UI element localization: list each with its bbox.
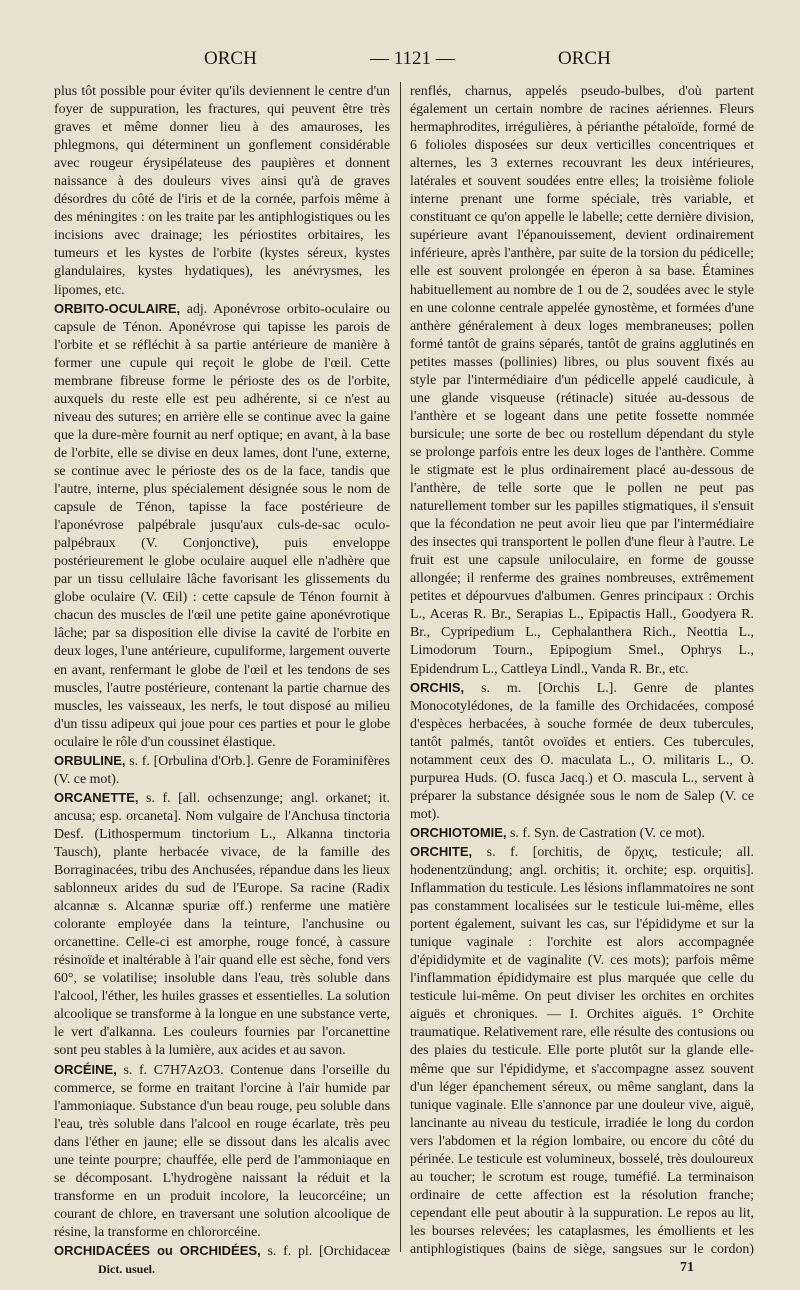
- entry-text: s. m. [Orchis L.]. Genre de plantes Monocotylédones, de la famille des Orchidacées, composé d'espèces herbacées, à souche formée de deux tubercules, tantôt palmés, tantôt ovoïdes et entiers. Ces tubercules, notamment ceux des O. maculata L., O. militaris L., O. purpurea Huds. (O. fusca Jacq.) et O. mascula L., servent à préparer la substance désignée sous le nom de Salep (V. ce mot).: [410, 680, 754, 822]
- right-column: [410, 82, 754, 1258]
- entry-headword: ORCHIOTOMIE,: [410, 824, 507, 840]
- entry-text: s. f. C7H7AzO3. Contenue dans l'orseille du commerce, se forme en traitant l'orcine à l'air humide par l'ammoniaque. Substance d'un beau rouge, peu soluble dans l'eau, très soluble dans l'alcool en rouge écarlate, très peu dans l'éther en jaune; elle se dissout dans les alcalis avec une teinte pourpre; chauffée, elle perd de l'ammoniaque en se décomposant. L'hydrogène naissant la réduit et la transforme en un produit incolore, la leucorcéine; un courant de chlore, en traversant une solution alcoolique de résine, la transforme en chlororcéine.: [54, 1062, 390, 1240]
- footer-sheet-number: 71: [680, 1260, 694, 1275]
- entry-text: adj. Aponévrose orbito-oculaire ou capsule de Ténon. Aponévrose qui tapisse les parois de l'orbite et se réfléchit à sa partie antérieure de manière à former une cupule qui reçoit le globe de l'œil. Cette membrane fibreuse forme le périoste des os de l'orbite, auxquels du reste elle est peu adhérente, si ce n'est au niveau des sutures; en arrière elle se continue avec la gaine que la dure-mère fournit au nerf optique; en avant, à la base de l'orbite, elle se divise en deux lames, dont l'une, externe, se continue avec le périoste des os de la face, tandis que l'autre, interne, plus spécialement désignée sous le nom de capsule de Ténon, tapisse la face postérieure de l'aponévrose palpébrale jusqu'aux culs-de-sac oculo-palpébraux (V. Conjonctive), puis enveloppe postérieurement le globe oculaire auquel elle n'adhère que par un tissu cellulaire lâche favorisant les glissements du globe oculaire (V. Œil) : cette capsule de Ténon fournit à chacun des muscles de l'œil une petite gaine aponévrotique lâche; par sa disposition elle divise la cavité de l'orbite en deux loges, l'une antérieure, cupuliforme, largement ouverte en avant, renfermant le globe de l'œil et les tendons de ses muscles, l'autre postérieure, contenant la partie charnue des muscles, les vaisseaux, les nerfs, le tout disposé au milieu d'un tissu adipeux qui joue pour ces parties et pour le globe oculaire le rôle d'un coussinet élastique.: [54, 301, 390, 750]
- entry-headword: ORBULINE,: [54, 752, 126, 768]
- entry: [54, 752, 390, 789]
- entry-text: plus tôt possible pour éviter qu'ils deviennent le centre d'un foyer de suppuration, les fractures, qui peuvent être très graves et même donner lieu à des amauroses, les phlegmons, qui déterminent un gonflement considérable avec rougeur érysipélateuse des paupières et donnent naissance à des douleurs vives ainsi qu'à de graves désordres du côté de l'iris et de la cornée, parfois même à des méningites : on les traite par les antiphlogistiques ou les incisions avec drainage; les périostites orbitaires, les tumeurs et les kystes de l'orbite (kystes séreux, kystes glandulaires, kystes hydatiques), les anévrysmes, les lipomes, etc.: [54, 84, 390, 298]
- column-divider: [400, 82, 401, 1252]
- entry-headword: ORCHIS,: [410, 679, 465, 695]
- header-left-word: ORCH: [204, 48, 257, 69]
- entry-headword: ORCÉINE,: [54, 1061, 117, 1077]
- entry: [410, 843, 754, 1258]
- entry-headword: ORCANETTE,: [54, 789, 139, 805]
- entry: [54, 789, 390, 1061]
- entry-headword: ORCHITE,: [410, 843, 473, 859]
- entry-text: s. f. [Orbulina d'Orb.]. Genre de Foraminifères (V. ce mot).: [54, 753, 390, 787]
- entry-text: s. f. [all. ochsenzunge; angl. orkanet; it. ancusa; esp. orcaneta]. Nom vulgaire de l'Anchusa tinctoria Desf. (Lithospermum tinctorium L., Alkanna tinctoria Tausch), plante herbacée vivace, de la famille des Borraginacées, tribu des Anchusées, répandue dans les lieux sablonneux arides du sud de l'Europe. Sa racine (Radix alcannæ s. Alcannæ spuriæ off.) renferme une matière colorante employée dans la teinture, l'anchusine ou orcanettine. Celle-ci est amorphe, rouge foncé, à cassure résinoïde et inaltérable à l'air quand elle est sèche, fond vers 60°, se volatilise; insoluble dans l'eau, très soluble dans l'alcool, l'éther, les huiles grasses et essentielles. La solution alcoolique se transforme à la longue en une substance verte, le vert d'alkanna. Les couleurs fournies par l'orcanettine sont peu stables à la lumière, aux acides et au savon.: [54, 790, 390, 1059]
- entry: [54, 1061, 390, 1242]
- entry-headword: ORBITO-OCULAIRE,: [54, 300, 181, 316]
- entry: [410, 82, 754, 679]
- left-column: [54, 82, 390, 1258]
- page-header: [56, 48, 756, 74]
- entry-text: s. f. pl. [Orchidaceæ: [267, 1244, 390, 1258]
- entry-text: s. f. Syn. de Castration (V. ce mot).: [506, 825, 705, 841]
- entry-text: renflés, charnus, appelés pseudo-bulbes, d'où partent également un certain nombre de racines aériennes. Fleurs hermaphrodites, irrégulières, à périanthe pétaloïde, formé de 6 folioles disposées sur deux verticilles concentriques et alternes, les 3 externes recouvrant les deux intérieures, latérales et souvent soudées entre elles; la troisième foliole interne prenant une forme spéciale, très variable, et constituant ce qu'on appelle le labelle; cette dernière division, supérieure avant l'épanouissement, devient ordinairement inférieure, après l'anthère, par suite de la torsion du pédicelle; elle est souvent prolongée en éperon à sa base. Étamines habituellement au nombre de 1 ou de 2, soudées avec le style en une colonne centrale appelée gynostème, et formées d'une anthère généralement à deux loges membraneuses; pollen formé tantôt de grains séparés, tantôt de grains agglutinés en petites masses (pollinies) libres, ou plus souvent fixés au style par l'intermédiaire d'un pédicelle appelé caudicule, à une glande visqueuse (rétinacle) située au-dessous de l'anthère et se logeant dans une petite fossette nommée bursicule; une sorte de bec ou rostellum dépendant du style se prolonge parfois entre les deux loges de l'anthère. Comme le stigmate est le plus ordinairement placé au-dessous de l'anthère, de telle sorte que le pollen ne peut pas naturellement tomber sur les papilles stigmatiques, il s'ensuit que la fécondation ne peut avoir lieu que par l'intermédiaire des insectes qui transportent le pollen d'une fleur à l'autre. Le fruit est une capsule uniloculaire, en forme de gousse allongée; il renferme des graines nombreuses, extrêmement petites et dépourvues d'albumen. Genres principaux : Orchis L., Aceras R. Br., Serapias L., Epipactis Hall., Goodyera R. Br., Cypripedium L., Cephalanthera Rich., Neottia L., Limodorum Tourn., Epipogium Smel., Ophrys L., Epidendrum L., Cattleya Lindl., Vanda R. Br., etc.: [410, 84, 754, 677]
- entry: [54, 300, 390, 752]
- entry: [410, 824, 754, 843]
- entry-headword: ORCHIDACÉES ou ORCHIDÉES,: [54, 1243, 261, 1258]
- entry: [410, 679, 754, 824]
- entry: [54, 82, 390, 300]
- footer-signature: Dict. usuel.: [98, 1262, 155, 1276]
- entry: [54, 1242, 390, 1258]
- header-right-word: ORCH: [558, 48, 611, 69]
- entry-text: s. f. [orchitis, de ὄρχις, testicule; all. hodenentzündung; angl. orchitis; it. orchite; esp. orquitis]. Inflammation du testicule. Les lésions inflammatoires ne sont pas constamment localisées sur le testicule lui-même, elles portent également, suivant les cas, sur l'épididyme et sur la tunique vaginale : l'orchite est alors accompagnée d'épididymite et de vaginalite (V. ces mots); parfois même l'inflammation épididymaire est plus marquée que celle du testicule lui-même. On peut diviser les orchites en orchites aiguës et chroniques. — I. Orchites aiguës. 1° Orchite traumatique. Relativement rare, elle résulte des contusions ou des plaies du testicule. Elle porte plutôt sur la glande elle-même que sur l'épididyme, et s'accompagne assez souvent d'un léger épanchement séreux, ou même sanglant, dans la tunique vaginale. Elle s'annonce par une douleur vive, aiguë, lancinante au niveau du testicule, irradiée le long du cordon vers l'abdomen et la région lombaire, ou encore du côté du périnée. Le testicule est volumineux, bosselé, très douloureux au toucher; le scrotum est rouge, tuméfié. La terminaison ordinaire de cette affection est la résolution franche; cependant elle peut aboutir à la suppuration. Le repos au lit, les bourses relevées; les cataplasmes, les émollients et les antiphlogistiques (bains de siège, sangsues sur le cordon): [410, 844, 754, 1257]
- page-number: — 1121 —: [370, 48, 455, 69]
